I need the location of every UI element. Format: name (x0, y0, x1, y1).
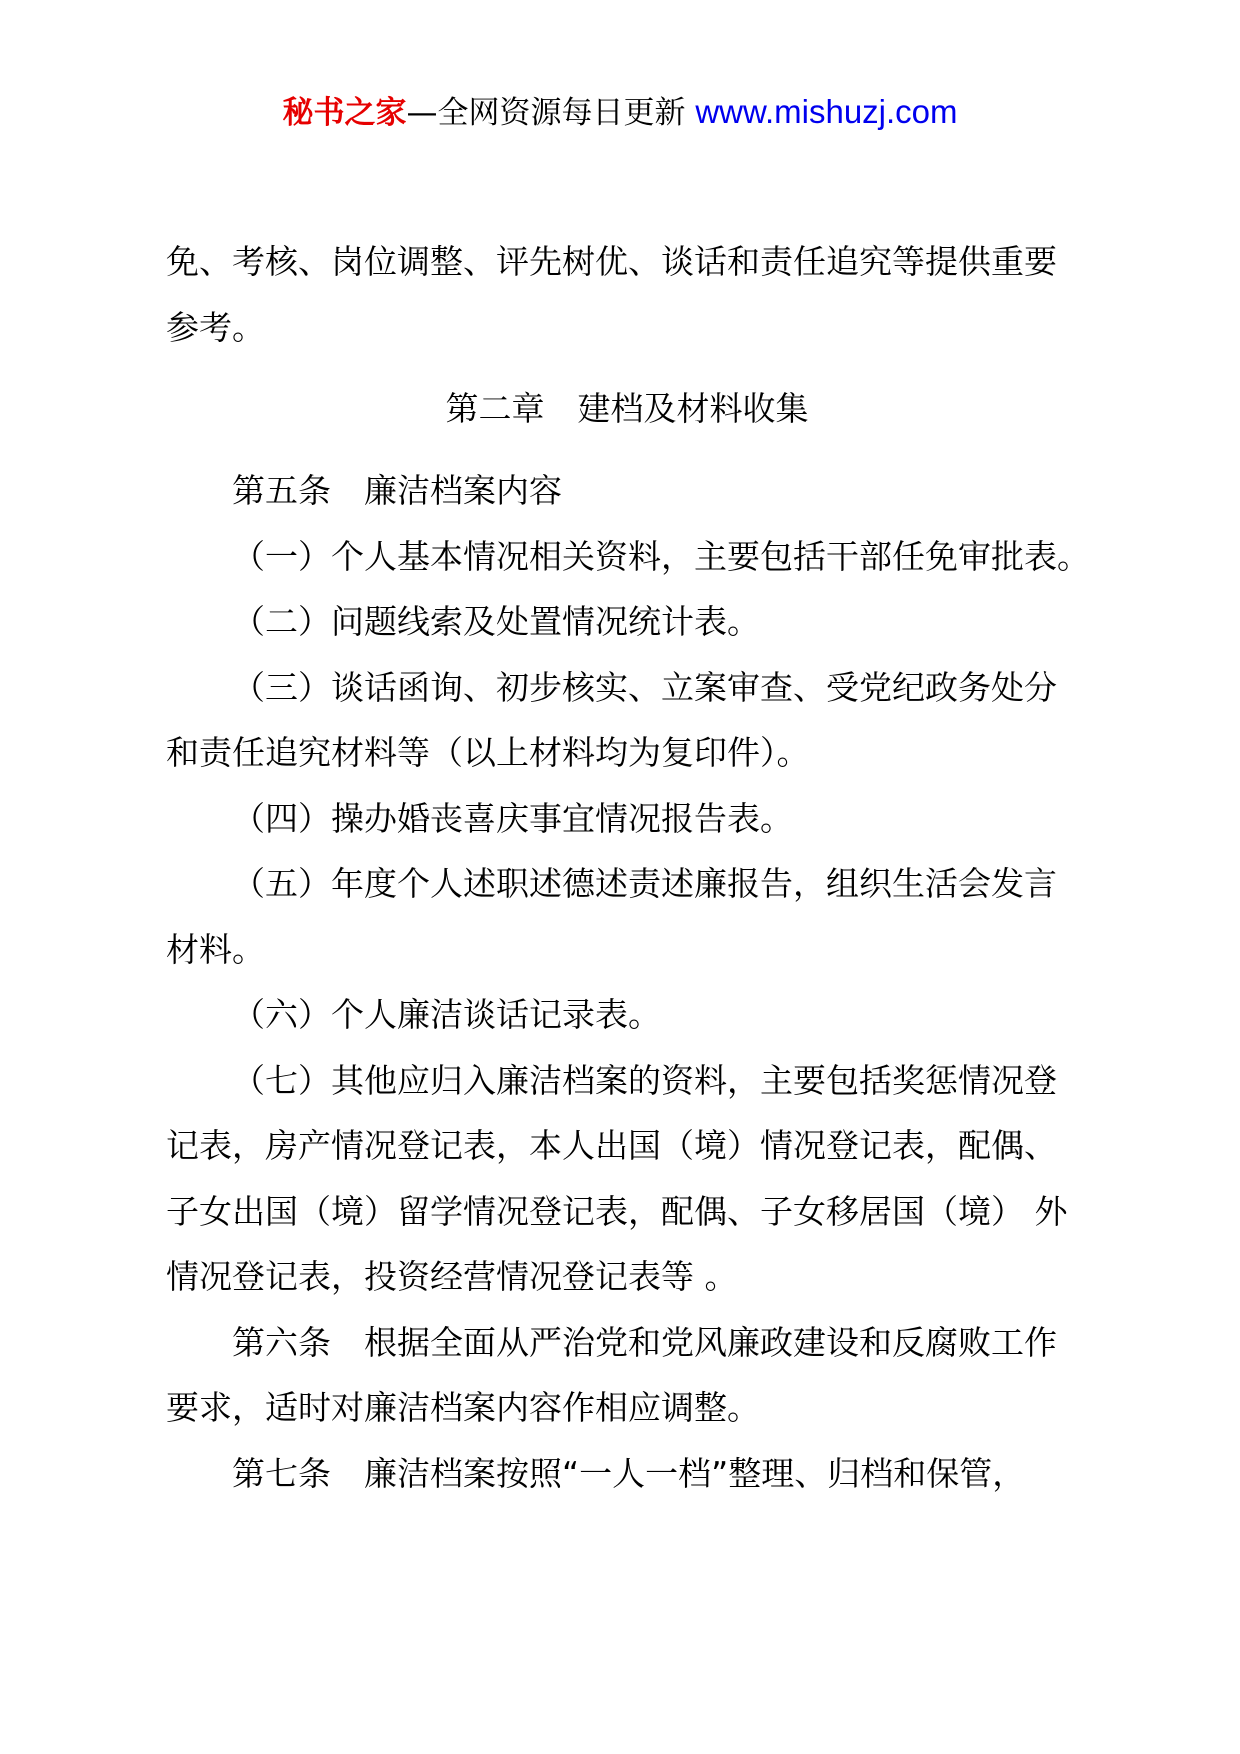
paragraph-line: （七）其他应归入廉洁档案的资料，主要包括奖惩情况登 (232, 1060, 1057, 1100)
brand-name: 秘书之家 (282, 95, 407, 131)
paragraph-line: （四）操办婚丧喜庆事宜情况报告表。 (232, 798, 793, 838)
chapter-heading: 第二章 建档及材料收集 (445, 389, 809, 428)
paragraph-line: 免、考核、岗位调整、评先树优、谈话和责任追究等提供重要 (166, 242, 1057, 281)
site-url-link[interactable]: www.mishuzj.com (695, 93, 958, 130)
article-paragraph-line: 第六条 根据全面从严治党和党风廉政建设和反腐败工作 (232, 1322, 1057, 1362)
article-heading: 第五条 廉洁档案内容 (232, 471, 562, 510)
paragraph-line: 参考。 (166, 307, 265, 347)
paragraph-line: （六）个人廉洁谈话记录表。 (232, 995, 661, 1034)
paragraph-line: 记表，房产情况登记表，本人出国（境）情况登记表，配偶、 (166, 1126, 1057, 1165)
paragraph-line: 材料。 (166, 929, 265, 969)
document-body (166, 242, 1088, 1519)
paragraph-line: （三）谈话函询、初步核实、立案审查、受党纪政务处分 (232, 667, 1057, 707)
paragraph-line: 要求，适时对廉洁档案内容作相应调整。 (166, 1388, 760, 1427)
site-watermark-header (0, 92, 1240, 133)
paragraph-line: （一）个人基本情况相关资料，主要包括干部任免审批表。 (232, 536, 1090, 576)
paragraph-line: 和责任追究材料等（以上材料均为复印件）。 (166, 733, 810, 772)
paragraph-line: （五）年度个人述职述德述责述廉报告，组织生活会发言 (232, 864, 1057, 903)
paragraph-line: （二）问题线索及处置情况统计表。 (232, 602, 760, 641)
paragraph-line: 情况登记表，投资经营情况登记表等 。 (166, 1257, 738, 1296)
header-tagline: —全网资源每日更新 (406, 95, 696, 131)
article-paragraph-line: 第七条 廉洁档案按照“一人一档”整理、归档和保管， (232, 1453, 1026, 1493)
paragraph-line: 子女出国（境）留学情况登记表，配偶、子女移居国（境） 外 (166, 1191, 1068, 1231)
